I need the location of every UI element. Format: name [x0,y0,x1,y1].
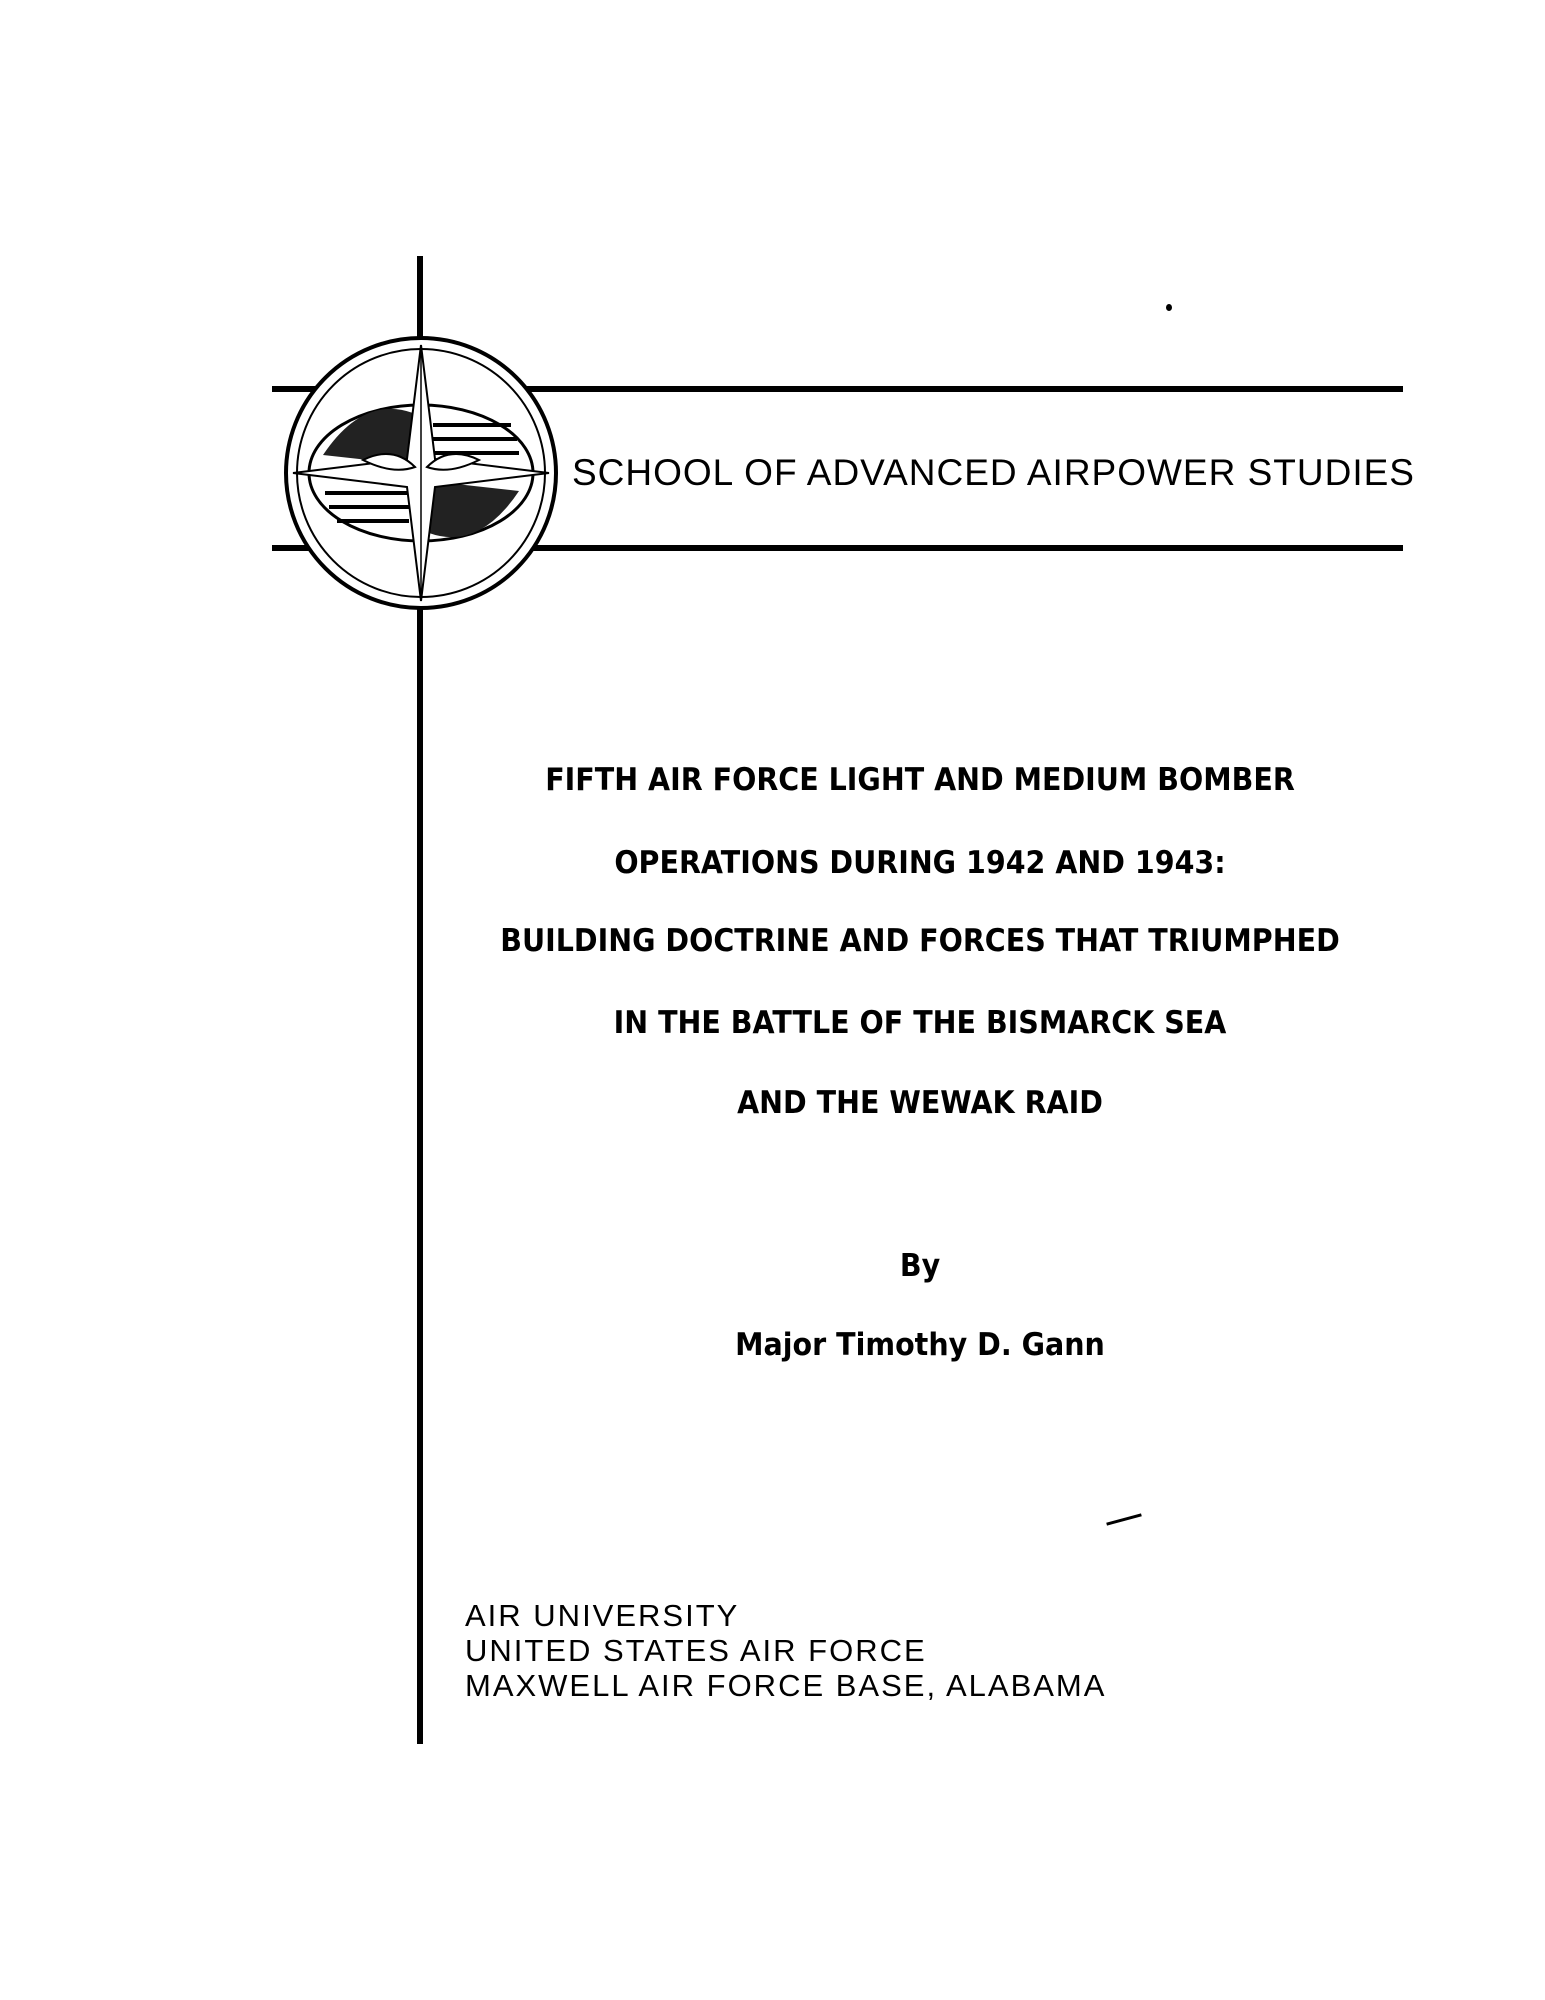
address-line-3: MAXWELL AIR FORCE BASE, ALABAMA [465,1668,1107,1703]
school-name: SCHOOL OF ADVANCED AIRPOWER STUDIES [572,452,1415,493]
title-line-5: AND THE WEWAK RAID [737,1085,1103,1121]
author-name: Major Timothy D. Gann [735,1327,1105,1363]
stray-dot [1166,304,1172,311]
address-line-2: UNITED STATES AIR FORCE [465,1633,927,1668]
address-line-1: AIR UNIVERSITY [465,1598,740,1633]
title-line-2: OPERATIONS DURING 1942 AND 1943: [614,845,1226,881]
title-line-4: IN THE BATTLE OF THE BISMARCK SEA [613,1005,1227,1041]
school-seal-logo [283,335,559,611]
title-line-1: FIFTH AIR FORCE LIGHT AND MEDIUM BOMBER [545,762,1295,798]
byline-by: By [899,1248,941,1284]
title-line-3: BUILDING DOCTRINE AND FORCES THAT TRIUMPHED [500,923,1340,959]
stray-mark [1106,1513,1142,1525]
